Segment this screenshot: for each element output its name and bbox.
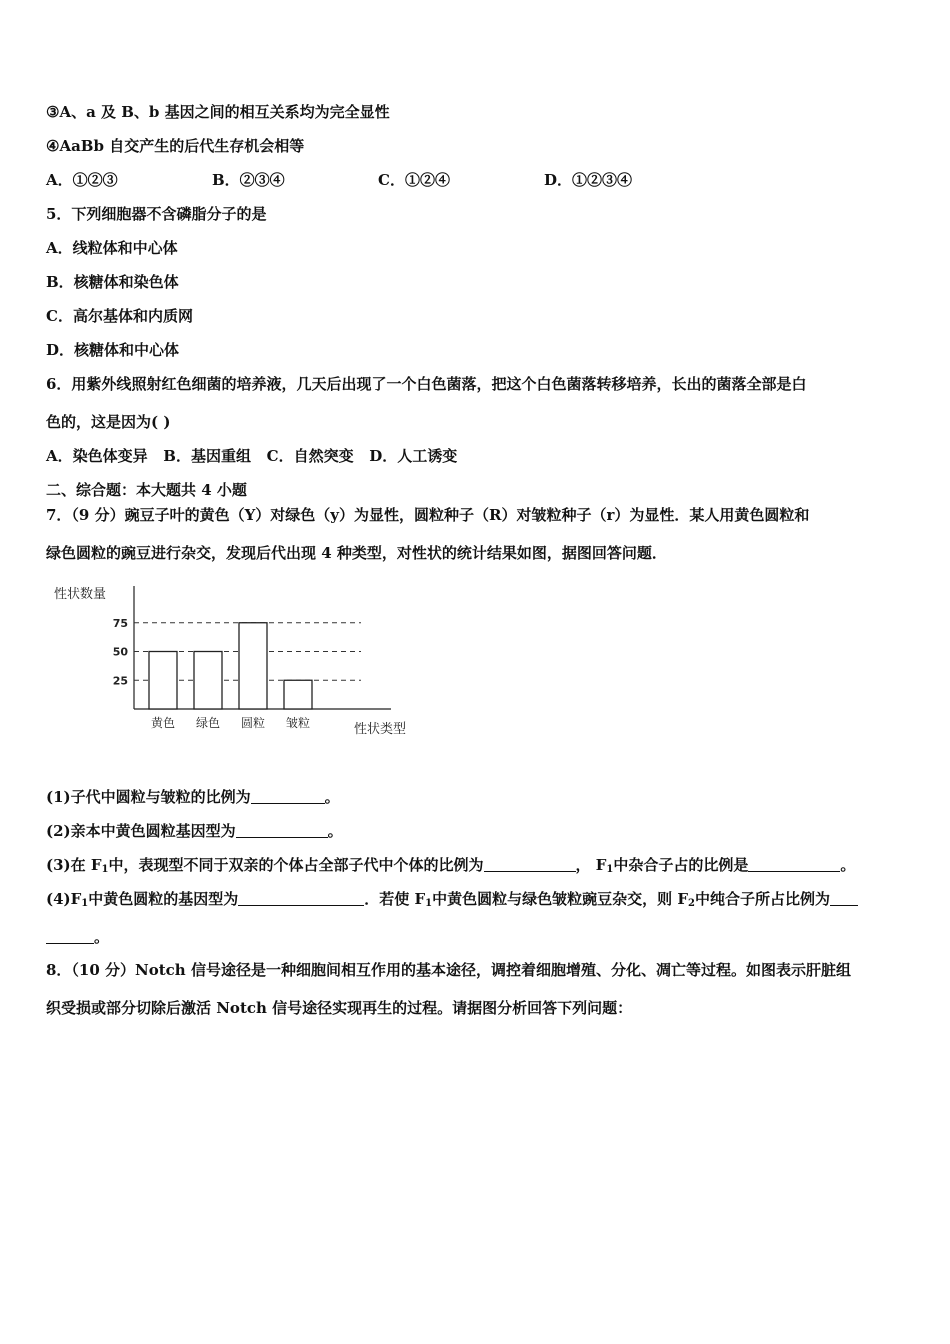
x-axis-label: 性状类型 bbox=[354, 722, 407, 737]
category-label: 皱粒 bbox=[285, 716, 311, 730]
q8-stem-line2: 织受损或部分切除后激活 Notch 信号途径实现再生的过程。请据图分析回答下列问题： bbox=[46, 999, 633, 1017]
q7-sub4-text-b: 中黄色圆粒的基因型为 bbox=[88, 890, 239, 908]
answer-blank-6a[interactable] bbox=[830, 891, 858, 906]
q7-sub3-text-d: 中杂合子占的比例是 bbox=[613, 856, 749, 874]
q7-sub1-end: 。 bbox=[324, 788, 340, 806]
q5-stem: 5．下列细胞器不含磷脂分子的是 bbox=[46, 205, 267, 223]
q5-option-b[interactable]: B．核糖体和染色体 bbox=[46, 273, 179, 291]
q7-sub4-cont bbox=[46, 927, 109, 947]
y-tick-label: 75 bbox=[112, 616, 128, 630]
answer-blank-5[interactable] bbox=[238, 891, 364, 906]
q6-stem-line1: 6．用紫外线照射红色细菌的培养液，几天后出现了一个白色菌落，把这个白色菌落转移培养，长出的菌落全部是白 bbox=[46, 375, 807, 393]
q7-sub2-end: 。 bbox=[327, 822, 343, 840]
bar-3 bbox=[284, 680, 312, 709]
q7-sub2 bbox=[46, 821, 343, 841]
q7-sub2-text: (2)亲本中黄色圆粒基因型为 bbox=[46, 822, 236, 840]
q6-options[interactable]: A．染色体变异 B．基因重组 C．自然突变 D．人工诱变 bbox=[46, 447, 458, 465]
trait-bar-chart bbox=[46, 578, 426, 748]
y-tick-label: 25 bbox=[112, 674, 128, 688]
category-label: 绿色 bbox=[195, 716, 221, 730]
q7-sub4-subscript: 1 bbox=[81, 898, 89, 909]
q5-option-c[interactable]: C．高尔基体和内质网 bbox=[46, 307, 193, 325]
answer-blank-6b[interactable] bbox=[46, 929, 94, 944]
q7-sub4-text-d: 中黄色圆粒与绿色皱粒豌豆杂交，则 F bbox=[432, 890, 688, 908]
q7-sub1 bbox=[46, 787, 340, 807]
q7-sub1-text: (1)子代中圆粒与皱粒的比例为 bbox=[46, 788, 251, 806]
q4-option-a[interactable]: A．①②③ bbox=[46, 171, 118, 189]
q7-sub3-subscript: 1 bbox=[101, 864, 109, 875]
q7-stem-line1: 7．（9 分）豌豆子叶的黄色（Y）对绿色（y）为显性，圆粒种子（R）对皱粒种子（r）为显性．某人用黄色圆粒和 bbox=[46, 506, 810, 524]
bar-2 bbox=[239, 623, 267, 709]
q4-option-b[interactable]: B．②③④ bbox=[212, 171, 285, 189]
statement-4: ④AaBb 自交产生的后代生存机会相等 bbox=[46, 137, 305, 155]
q7-stem-line2: 绿色圆粒的豌豆进行杂交，发现后代出现 4 种类型，对性状的统计结果如图，据图回答问题． bbox=[46, 544, 667, 562]
answer-blank-3[interactable] bbox=[484, 857, 576, 872]
q4-option-c[interactable]: C．①②④ bbox=[378, 171, 450, 189]
q7-sub4-text-a: (4)F bbox=[46, 890, 82, 908]
q5-option-d[interactable]: D．核糖体和中心体 bbox=[46, 341, 180, 359]
q8-stem-line1: 8．（10 分）Notch 信号途径是一种细胞间相互作用的基本途径，调控着细胞增殖、分化、凋亡等过程。如图表示肝脏组 bbox=[46, 961, 851, 979]
q5-option-a[interactable]: A．线粒体和中心体 bbox=[46, 239, 178, 257]
y-tick-label: 50 bbox=[112, 645, 128, 659]
statement-3: ③A、a 及 B、b 基因之间的相互关系均为完全显性 bbox=[46, 103, 390, 121]
q7-sub3-text-b: 中，表现型不同于双亲的个体占全部子代中个体的比例为 bbox=[108, 856, 484, 874]
bar-0 bbox=[149, 652, 177, 710]
q7-sub4-subscript-2: 1 bbox=[425, 898, 433, 909]
answer-blank-4[interactable] bbox=[748, 857, 840, 872]
q7-sub4 bbox=[46, 889, 858, 914]
q7-sub3 bbox=[46, 855, 855, 880]
q4-options bbox=[46, 170, 632, 190]
category-label: 圆粒 bbox=[240, 716, 266, 730]
answer-blank-2[interactable] bbox=[236, 823, 328, 838]
q7-sub4-text-e: 中纯合子所占比例为 bbox=[694, 890, 830, 908]
q4-option-d[interactable]: D．①②③④ bbox=[544, 171, 633, 189]
q7-sub3-text-a: (3)在 F bbox=[46, 856, 102, 874]
category-label: 黄色 bbox=[150, 716, 176, 730]
q6-stem-line2: 色的，这是因为( ) bbox=[46, 413, 171, 431]
q7-sub4-text-c: ．若使 F bbox=[364, 890, 426, 908]
y-axis-label: 性状数量 bbox=[54, 587, 107, 602]
bar-1 bbox=[194, 652, 222, 710]
section-heading: 二、综合题：本大题共 4 小题 bbox=[46, 481, 247, 499]
q7-sub3-end: 。 bbox=[840, 856, 856, 874]
q7-sub4-end: 。 bbox=[94, 928, 110, 946]
q7-sub3-subscript-2: 1 bbox=[606, 864, 614, 875]
q7-sub4-subscript-3: 2 bbox=[687, 898, 695, 909]
answer-blank-1[interactable] bbox=[251, 789, 325, 804]
q7-sub3-text-c: ， F bbox=[575, 856, 607, 874]
